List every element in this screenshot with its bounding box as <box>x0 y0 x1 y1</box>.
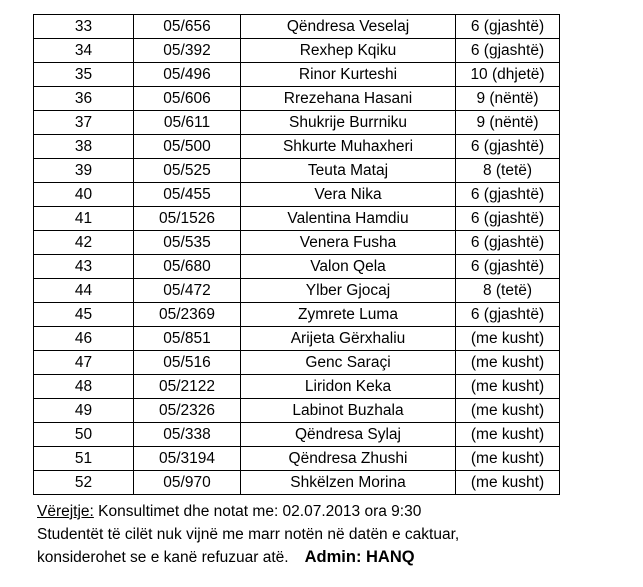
grades-table-body <box>34 15 560 495</box>
student-name-cell: Venera Fusha <box>241 231 456 255</box>
student-id-cell: 05/496 <box>134 63 241 87</box>
student-name-cell: Arijeta Gërxhaliu <box>241 327 456 351</box>
student-id-cell: 05/680 <box>134 255 241 279</box>
student-id-cell: 05/2326 <box>134 399 241 423</box>
table-row <box>34 303 560 327</box>
student-name-cell: Labinot Buzhala <box>241 399 456 423</box>
student-grade-cell: 6 (gjashtë) <box>456 303 560 327</box>
student-grade-cell: (me kusht) <box>456 399 560 423</box>
student-grade-cell: 6 (gjashtë) <box>456 207 560 231</box>
table-row <box>34 447 560 471</box>
student-grade-cell: 9 (nëntë) <box>456 111 560 135</box>
student-grade-cell: (me kusht) <box>456 471 560 495</box>
student-name-cell: Shkëlzen Morina <box>241 471 456 495</box>
student-id-cell: 05/516 <box>134 351 241 375</box>
table-row <box>34 255 560 279</box>
student-grade-cell: 8 (tetë) <box>456 279 560 303</box>
table-row <box>34 135 560 159</box>
student-id-cell: 05/1526 <box>134 207 241 231</box>
table-row <box>34 231 560 255</box>
student-name-cell: Qëndresa Veselaj <box>241 15 456 39</box>
student-id-cell: 05/338 <box>134 423 241 447</box>
table-row <box>34 351 560 375</box>
student-id-cell: 05/656 <box>134 15 241 39</box>
row-number-cell: 36 <box>34 87 134 111</box>
table-row <box>34 471 560 495</box>
student-grade-cell: (me kusht) <box>456 375 560 399</box>
student-name-cell: Liridon Keka <box>241 375 456 399</box>
row-number-cell: 48 <box>34 375 134 399</box>
student-id-cell: 05/2122 <box>134 375 241 399</box>
student-id-cell: 05/611 <box>134 111 241 135</box>
student-name-cell: Genc Saraçi <box>241 351 456 375</box>
table-row <box>34 375 560 399</box>
row-number-cell: 44 <box>34 279 134 303</box>
student-name-cell: Qëndresa Zhushi <box>241 447 456 471</box>
student-name-cell: Teuta Mataj <box>241 159 456 183</box>
table-row <box>34 87 560 111</box>
student-id-cell: 05/525 <box>134 159 241 183</box>
row-number-cell: 45 <box>34 303 134 327</box>
student-grade-cell: 6 (gjashtë) <box>456 15 560 39</box>
row-number-cell: 41 <box>34 207 134 231</box>
table-row <box>34 207 560 231</box>
admin-signature: Admin: HANQ <box>304 548 415 566</box>
table-row <box>34 399 560 423</box>
table-row <box>34 423 560 447</box>
table-row <box>34 327 560 351</box>
student-id-cell: 05/851 <box>134 327 241 351</box>
student-name-cell: Ylber Gjocaj <box>241 279 456 303</box>
notes-block <box>37 501 627 570</box>
remark-line <box>37 501 627 524</box>
table-row <box>34 63 560 87</box>
student-id-cell: 05/500 <box>134 135 241 159</box>
student-grade-cell: 10 (dhjetë) <box>456 63 560 87</box>
student-name-cell: Shkurte Muhaxheri <box>241 135 456 159</box>
student-grade-cell: (me kusht) <box>456 327 560 351</box>
student-grade-cell: 6 (gjashtë) <box>456 183 560 207</box>
student-id-cell: 05/535 <box>134 231 241 255</box>
row-number-cell: 40 <box>34 183 134 207</box>
refusal-text: konsiderohet se e kanë refuzuar atë. <box>37 549 289 566</box>
table-row <box>34 111 560 135</box>
grades-table <box>33 14 560 495</box>
row-number-cell: 34 <box>34 39 134 63</box>
remark-text: Konsultimet dhe notat me: 02.07.2013 ora 9:30 <box>93 503 422 520</box>
notice-line: Studentët të cilët nuk vijnë me marr notën në datën e caktuar, <box>37 525 460 543</box>
row-number-cell: 52 <box>34 471 134 495</box>
row-number-cell: 42 <box>34 231 134 255</box>
student-grade-cell: 6 (gjashtë) <box>456 39 560 63</box>
student-grade-cell: (me kusht) <box>456 447 560 471</box>
student-name-cell: Zymrete Luma <box>241 303 456 327</box>
student-id-cell: 05/392 <box>134 39 241 63</box>
student-name-cell: Valentina Hamdiu <box>241 207 456 231</box>
student-name-cell: Qëndresa Sylaj <box>241 423 456 447</box>
table-row <box>34 15 560 39</box>
row-number-cell: 49 <box>34 399 134 423</box>
student-name-cell: Vera Nika <box>241 183 456 207</box>
student-name-cell: Rinor Kurteshi <box>241 63 456 87</box>
student-grade-cell: 9 (nëntë) <box>456 87 560 111</box>
row-number-cell: 37 <box>34 111 134 135</box>
row-number-cell: 38 <box>34 135 134 159</box>
row-number-cell: 47 <box>34 351 134 375</box>
row-number-cell: 33 <box>34 15 134 39</box>
student-name-cell: Valon Qela <box>241 255 456 279</box>
row-number-cell: 50 <box>34 423 134 447</box>
student-id-cell: 05/2369 <box>134 303 241 327</box>
student-id-cell: 05/3194 <box>134 447 241 471</box>
student-id-cell: 05/455 <box>134 183 241 207</box>
student-id-cell: 05/970 <box>134 471 241 495</box>
student-grade-cell: 6 (gjashtë) <box>456 135 560 159</box>
row-number-cell: 46 <box>34 327 134 351</box>
row-number-cell: 35 <box>34 63 134 87</box>
student-id-cell: 05/606 <box>134 87 241 111</box>
remark-label: Vërejtje: <box>37 503 94 520</box>
row-number-cell: 39 <box>34 159 134 183</box>
table-row <box>34 39 560 63</box>
refusal-line <box>37 546 627 570</box>
table-row <box>34 279 560 303</box>
table-row <box>34 159 560 183</box>
student-id-cell: 05/472 <box>134 279 241 303</box>
student-name-cell: Shukrije Burrniku <box>241 111 456 135</box>
row-number-cell: 51 <box>34 447 134 471</box>
row-number-cell: 43 <box>34 255 134 279</box>
student-grade-cell: 8 (tetë) <box>456 159 560 183</box>
student-grade-cell: (me kusht) <box>456 351 560 375</box>
student-name-cell: Rrezehana Hasani <box>241 87 456 111</box>
student-name-cell: Rexhep Kqiku <box>241 39 456 63</box>
student-grade-cell: 6 (gjashtë) <box>456 231 560 255</box>
student-grade-cell: 6 (gjashtë) <box>456 255 560 279</box>
table-row <box>34 183 560 207</box>
student-grade-cell: (me kusht) <box>456 423 560 447</box>
